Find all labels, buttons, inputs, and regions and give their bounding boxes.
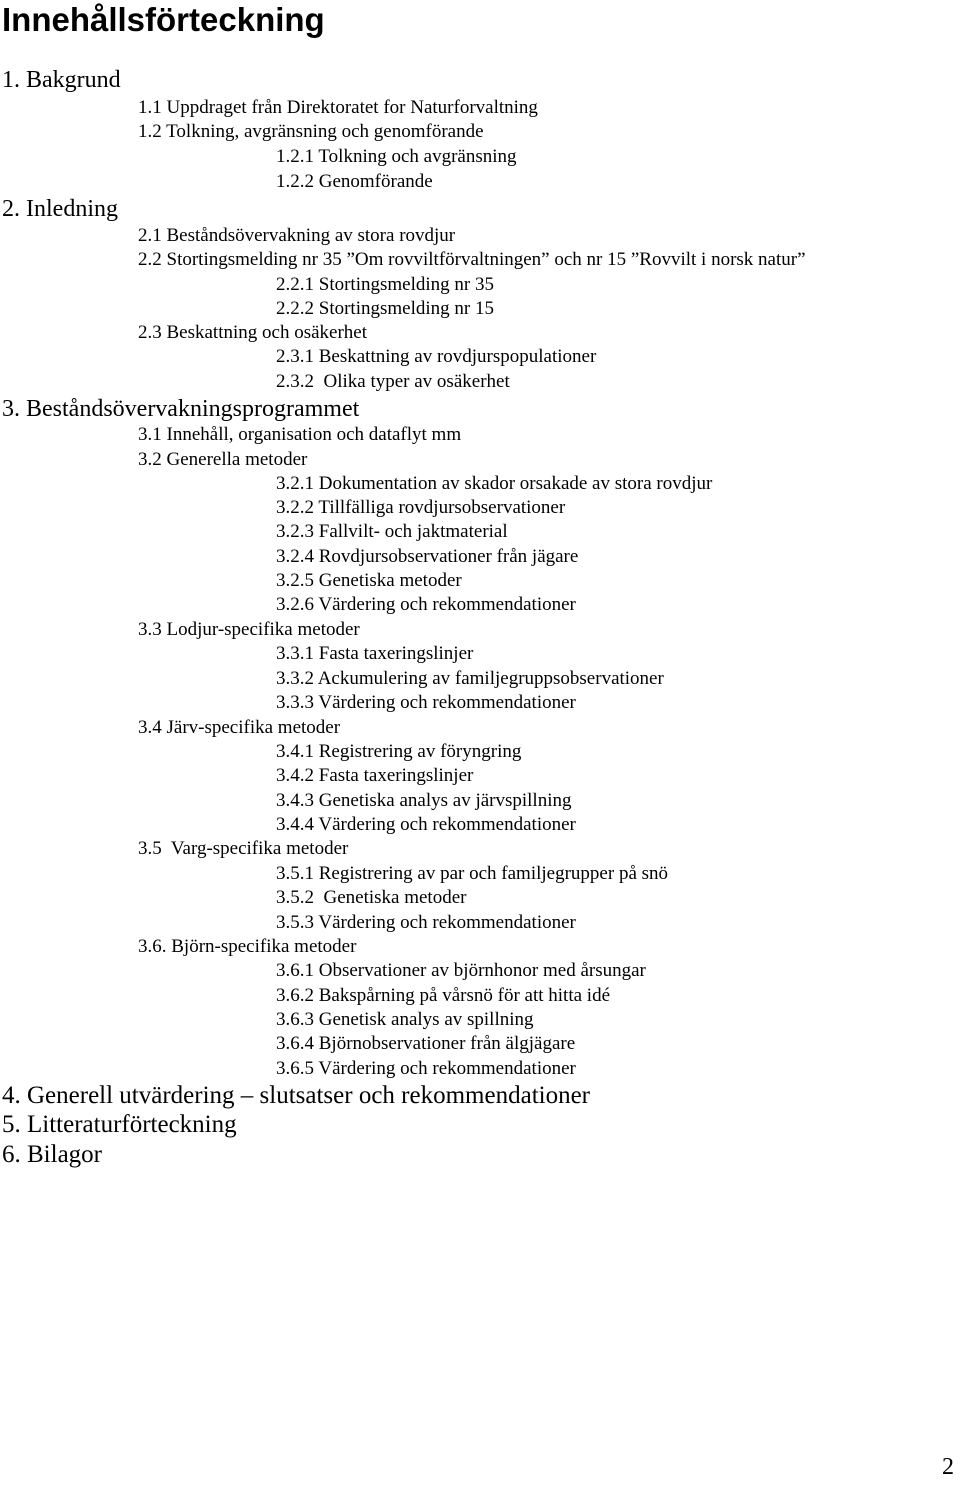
- toc-section: 1.2 Tolkning, avgränsning och genomförande: [138, 121, 484, 142]
- toc-section: 1.1 Uppdraget från Direktoratet for Naturforvaltning: [138, 97, 538, 118]
- toc-section: 3.6. Björn-specifika metoder: [138, 936, 357, 957]
- toc-chapter: 3. Beståndsövervakningsprogrammet: [2, 396, 360, 422]
- toc-chapter: 5. Litteraturförteckning: [2, 1111, 237, 1138]
- toc-chapter: 1. Bakgrund: [2, 67, 121, 93]
- toc-section: 3.5 Varg-specifika metoder: [138, 838, 349, 859]
- toc-subsection: 3.6.1 Observationer av björnhonor med årsungar: [276, 960, 646, 981]
- toc-subsection: 3.2.5 Genetiska metoder: [276, 570, 462, 591]
- toc-chapter: 2. Inledning: [2, 196, 118, 222]
- toc-subsection: 3.5.3 Värdering och rekommendationer: [276, 912, 576, 933]
- toc-subsection: 3.4.2 Fasta taxeringslinjer: [276, 765, 474, 786]
- toc-section: 3.3 Lodjur-specifika metoder: [138, 619, 360, 640]
- toc-subsection: 3.4.3 Genetiska analys av järvspillning: [276, 790, 572, 811]
- toc-subsection: 2.3.2 Olika typer av osäkerhet: [276, 371, 510, 392]
- toc-subsection: 3.2.1 Dokumentation av skador orsakade av stora rovdjur: [276, 473, 713, 494]
- toc-subsection: 3.6.5 Värdering och rekommendationer: [276, 1058, 576, 1079]
- toc-section: 2.3 Beskattning och osäkerhet: [138, 322, 368, 343]
- toc-subsection: 2.2.2 Stortingsmelding nr 15: [276, 298, 494, 319]
- toc-subsection: 2.3.1 Beskattning av rovdjurspopulationer: [276, 346, 597, 367]
- toc-section: 3.2 Generella metoder: [138, 449, 308, 470]
- toc-subsection: 2.2.1 Stortingsmelding nr 35: [276, 274, 494, 295]
- toc-subsection: 3.2.4 Rovdjursobservationer från jägare: [276, 546, 579, 567]
- toc-chapter: 6. Bilagor: [2, 1141, 102, 1168]
- toc-section: 2.2 Stortingsmelding nr 35 ”Om rovviltförvaltningen” och nr 15 ”Rovvilt i norsk natur”: [138, 249, 806, 270]
- toc-subsection: 1.2.1 Tolkning och avgränsning: [276, 146, 517, 167]
- page-number: 2: [942, 1454, 954, 1480]
- toc-section: 2.1 Beståndsövervakning av stora rovdjur: [138, 225, 456, 246]
- toc-subsection: 3.4.1 Registrering av föryngring: [276, 741, 522, 762]
- toc-subsection: 3.3.3 Värdering och rekommendationer: [276, 692, 576, 713]
- toc-subsection: 3.2.6 Värdering och rekommendationer: [276, 594, 576, 615]
- toc-subsection: 3.6.4 Björnobservationer från älgjägare: [276, 1033, 576, 1054]
- toc-section: 3.4 Järv-specifika metoder: [138, 717, 341, 738]
- toc-section: 3.1 Innehåll, organisation och dataflyt mm: [138, 424, 462, 445]
- toc-subsection: 3.3.1 Fasta taxeringslinjer: [276, 643, 474, 664]
- toc-subsection: 3.2.3 Fallvilt- och jaktmaterial: [276, 521, 508, 542]
- toc-subsection: 3.5.1 Registrering av par och familjegrupper på snö: [276, 863, 669, 884]
- toc-chapter: 4. Generell utvärdering – slutsatser och rekommendationer: [2, 1082, 591, 1109]
- toc-subsection: 3.4.4 Värdering och rekommendationer: [276, 814, 576, 835]
- toc-subsection: 1.2.2 Genomförande: [276, 171, 433, 192]
- toc-subsection: 3.3.2 Ackumulering av familjegruppsobservationer: [276, 668, 664, 689]
- toc-subsection: 3.6.3 Genetisk analys av spillning: [276, 1009, 534, 1030]
- toc-subsection: 3.6.2 Bakspårning på vårsnö för att hitta idé: [276, 985, 611, 1006]
- toc-subsection: 3.5.2 Genetiska metoder: [276, 887, 467, 908]
- toc-subsection: 3.2.2 Tillfälliga rovdjursobservationer: [276, 497, 566, 518]
- page-title: Innehållsförteckning: [2, 1, 325, 38]
